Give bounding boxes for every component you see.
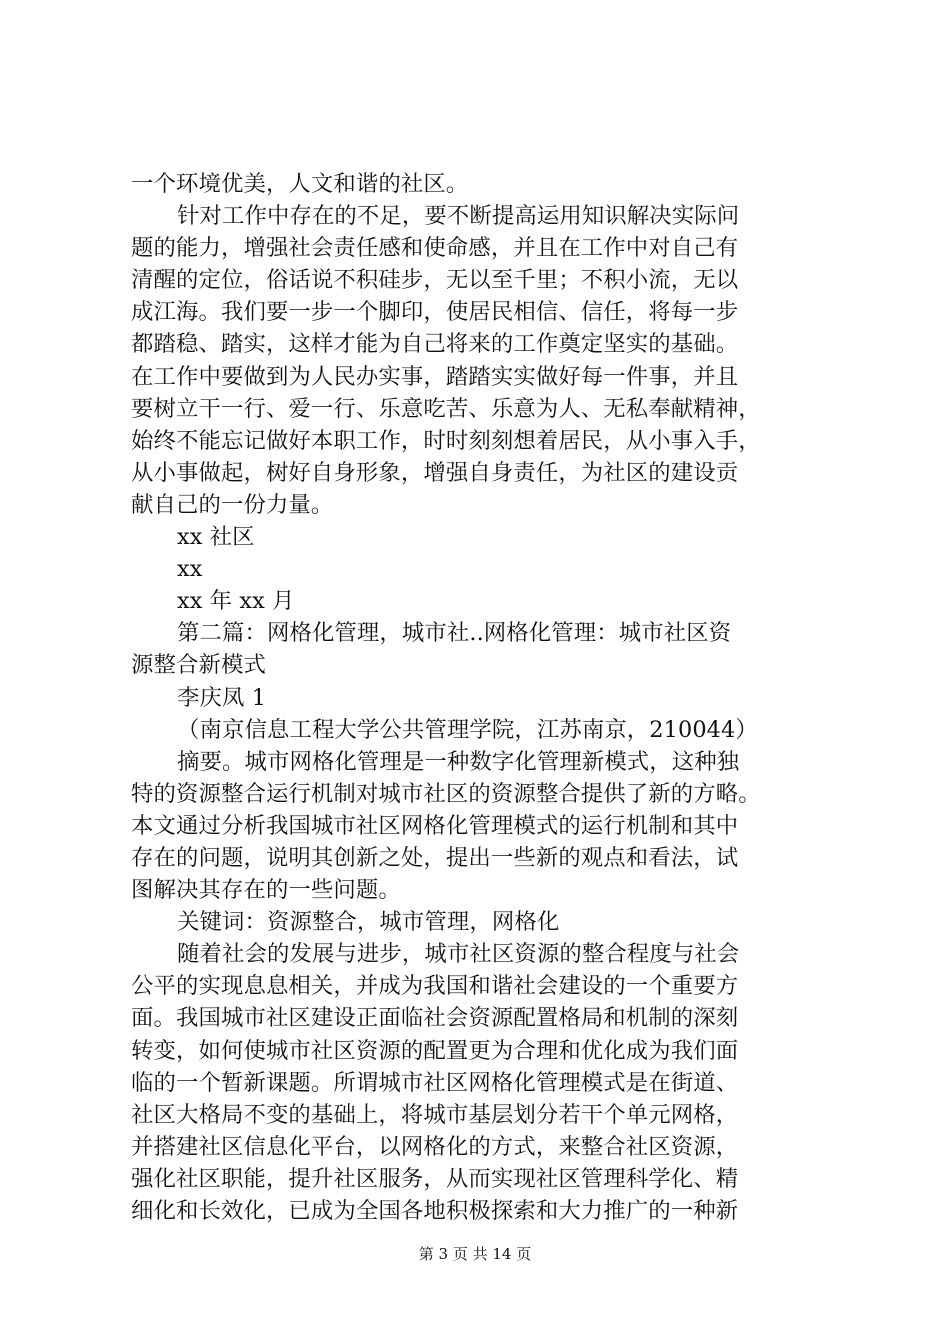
text-line: 献自己的一份力量。 bbox=[131, 491, 334, 518]
text-line: 图解决其存在的一些问题。 bbox=[131, 877, 401, 904]
text-line: 清醒的定位，俗话说不积硅步，无以至千里；不积小流，无以 bbox=[131, 267, 739, 294]
text-line: 临的一个暂新课题。所谓城市社区网格化管理模式是在街道、 bbox=[131, 1069, 739, 1096]
text-line: 本文通过分析我国城市社区网格化管理模式的运行机制和其中 bbox=[131, 812, 739, 839]
text-line: 随着社会的发展与进步，城市社区资源的整合程度与社会 bbox=[177, 941, 740, 968]
text-line: 面。我国城市社区建设正面临社会资源配置格局和机制的深刻 bbox=[131, 1005, 739, 1032]
text-line: 社区大格局不变的基础上，将城市基层划分若干个单元网格， bbox=[131, 1101, 739, 1128]
text-line: 题的能力，增强社会责任感和使命感，并且在工作中对自己有 bbox=[131, 235, 739, 262]
text-line: 要树立干一行、爱一行、乐意吃苦、乐意为人、无私奉献精神， bbox=[131, 395, 761, 422]
text-line: 存在的问题，说明其创新之处，提出一些新的观点和看法，试 bbox=[131, 844, 739, 871]
text-line: 强化社区职能，提升社区服务，从而实现社区管理科学化、精 bbox=[131, 1165, 739, 1192]
text-line: （南京信息工程大学公共管理学院，江苏南京，210044） bbox=[177, 716, 758, 743]
text-line: 公平的实现息息相关，并成为我国和谐社会建设的一个重要方 bbox=[131, 973, 739, 1000]
text-line: 从小事做起，树好自身形象，增强自身责任，为社区的建设贡 bbox=[131, 459, 739, 486]
text-line: 关键词：资源整合，城市管理，网格化 bbox=[177, 909, 560, 936]
text-line: 第二篇：网格化管理，城市社..网格化管理：城市社区资 bbox=[177, 620, 732, 647]
document-body bbox=[131, 168, 831, 1227]
text-line: 特的资源整合运行机制对城市社区的资源整合提供了新的方略。 bbox=[131, 780, 761, 807]
text-line: 转变，如何使城市社区资源的配置更为合理和优化成为我们面 bbox=[131, 1037, 739, 1064]
text-line: 摘要。城市网格化管理是一种数字化管理新模式，这种独 bbox=[177, 748, 740, 775]
text-line: 一个环境优美，人文和谐的社区。 bbox=[131, 171, 469, 197]
text-line: 成江海。我们要一步一个脚印，使居民相信、信任，将每一步 bbox=[131, 299, 739, 326]
text-line: 在工作中要做到为人民办实事，踏踏实实做好每一件事，并且 bbox=[131, 363, 739, 390]
text-line: 李庆凤 1 bbox=[177, 684, 267, 711]
text-line: 都踏稳、踏实，这样才能为自己将来的工作奠定坚实的基础。 bbox=[131, 331, 739, 358]
text-line: 细化和长效化，已成为全国各地积极探索和大力推广的一种新 bbox=[131, 1198, 739, 1224]
text-line: 针对工作中存在的不足，要不断提高运用知识解决实际问 bbox=[177, 203, 740, 230]
text-line: 源整合新模式 bbox=[131, 652, 266, 679]
text-line: xx 年 xx 月 bbox=[177, 588, 295, 615]
text-line: 始终不能忘记做好本职工作，时时刻刻想着居民，从小事入手， bbox=[131, 427, 761, 454]
text-line: 并搭建社区信息化平台，以网格化的方式，来整合社区资源， bbox=[131, 1133, 739, 1160]
page-footer: 第 3 页 共 14 页 bbox=[418, 1245, 532, 1263]
text-line: xx 社区 bbox=[177, 524, 255, 551]
text-line: xx bbox=[177, 556, 203, 583]
